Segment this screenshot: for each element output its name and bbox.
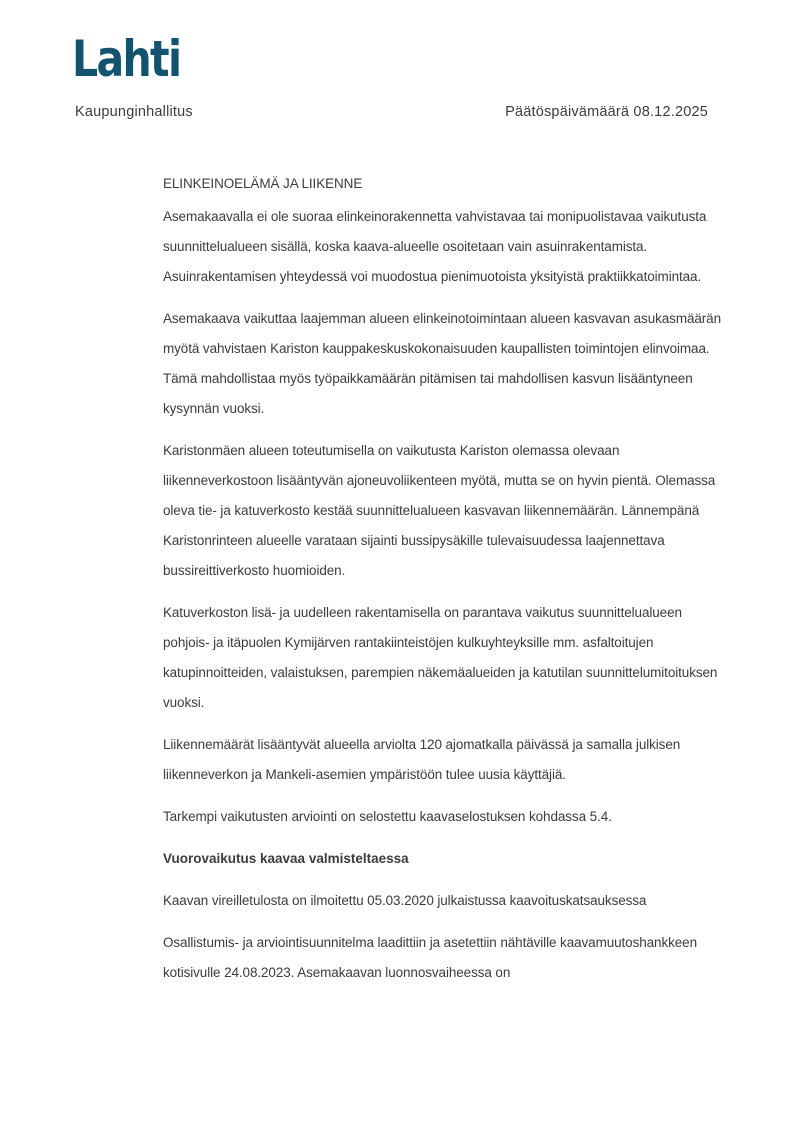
body-paragraph: Katuverkoston lisä- ja uudelleen rakentamisella on parantava vaikutus suunnittelualueen pohjois- ja itäpuolen Kymijärven rantakiinteistöjen kulkuyhteyksille mm. asfaltoitujen katupinnoitteiden, valaistuksen, parempien näkemäalueiden ja katutilan suunnittelumitoituksen vuoksi. — [163, 605, 718, 710]
body-paragraph: Kaavan vireilletulosta on ilmoitettu 05.03.2020 julkaistussa kaavoituskatsauksessa — [163, 893, 647, 908]
document-header — [75, 104, 708, 120]
section-title: ELINKEINOELÄMÄ JA LIIKENNE — [163, 176, 363, 191]
body-paragraph: Asemakaava vaikuttaa laajemman alueen elinkeinotoimintaan alueen kasvavan asukasmäärän myötä vahvistaen Kariston kauppakeskuskokonaisuuden kaupallisten toimintojen elinvoimaa. Tämä mahdollistaa myös työpaikkamäärän pitämisen tai mahdollisen kasvun lisääntyneen kysynnän vuoksi. — [163, 311, 721, 416]
body-paragraph: Tarkempi vaikutusten arviointi on selostettu kaavaselostuksen kohdassa 5.4. — [163, 809, 612, 824]
body-paragraph: Karistonmäen alueen toteutumisella on vaikutusta Kariston olemassa olevaan liikenneverkostoon lisääntyvän ajoneuvoliikenteen myötä, mutta se on hyvin pientä. Olemassa oleva tie- ja katuverkosto kestää suunnittelualueen kasvavan liikennemäärän. Lännempänä Karistonrinteen alueelle varataan sijainti bussipysäkille tulevaisuudessa laajennettava bussireittiverkosto huomioiden. — [163, 443, 716, 578]
header-decision-date: Päätöspäivämäärä 08.12.2025 — [505, 104, 708, 120]
lahti-logo: Lahti — [72, 30, 181, 88]
subsection-title: Vuorovaikutus kaavaa valmisteltaessa — [163, 851, 409, 866]
header-organization: Kaupunginhallitus — [75, 104, 193, 120]
document-body — [163, 169, 725, 1000]
body-paragraph: Asemakaavalla ei ole suoraa elinkeinorakennetta vahvistavaa tai monipuolistavaa vaikutusta suunnittelualueen sisällä, koska kaava-alueelle osoitetaan vain asuinrakentamista. Asuinrakentamisen yhteydessä voi muodostua pienimuotoista yksityistä praktiikkatoimintaa. — [163, 209, 707, 284]
body-paragraph: Osallistumis- ja arviointisuunnitelma laadittiin ja asetettiin nähtäville kaavamuutoshankkeen kotisivulle 24.08.2023. Asemakaavan luonnosvaiheessa on — [163, 935, 697, 980]
body-paragraph: Liikennemäärät lisääntyvät alueella arviolta 120 ajomatkalla päivässä ja samalla julkisen liikenneverkon ja Mankeli-asemien ympäristöön tulee uusia käyttäjiä. — [163, 737, 681, 782]
